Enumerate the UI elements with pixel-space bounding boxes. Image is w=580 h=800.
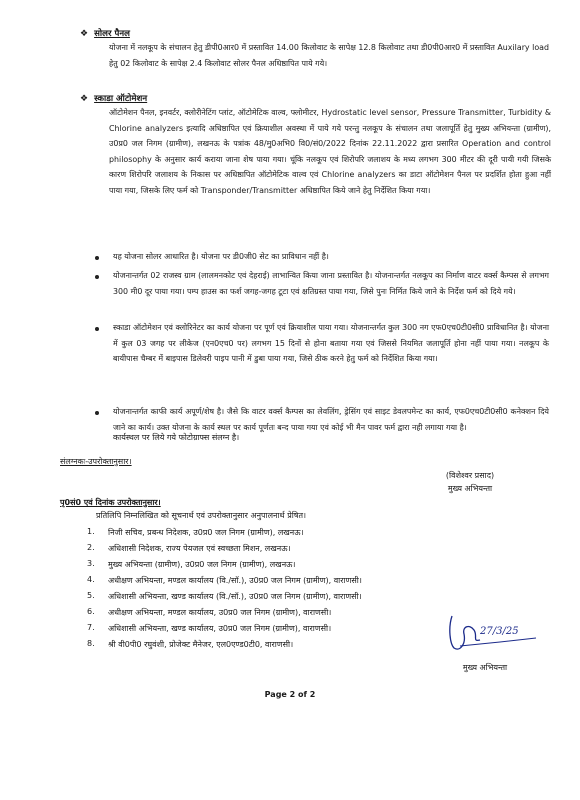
list-item: श्री वी0पी0 रघुवंशी, प्रोजेक्ट मैनेजर, एल0एण्ड0टी0, वाराणसी। [108, 640, 294, 649]
bullet-dot-icon [95, 256, 99, 260]
list-item: अधिशासी अभियन्ता, खण्ड कार्यालय, उ0प्र0 जल निगम (ग्रामीण), वाराणसी। [108, 624, 332, 633]
list-number: 7. [87, 623, 95, 632]
list-number: 4. [87, 575, 95, 584]
list-number: 2. [87, 543, 95, 552]
diamond-bullet-icon: ❖ [80, 94, 89, 104]
list-number: 8. [87, 639, 95, 648]
photo-note: कार्यस्थल पर लिये गये फोटोग्राफ्स संलग्न है। [113, 433, 240, 442]
scada-heading: ❖ स्काडा ऑटोमेशन [80, 94, 148, 104]
signatory-title: मुख्य अभियन्ता [447, 484, 493, 493]
bottom-signatory-title: मुख्य अभियन्ता [462, 663, 508, 672]
bullet-item: योजनान्तर्गत 02 राजस्व ग्राम (लालमनकोट एवं देहराई) लाभान्वित किया जाना प्रस्तावित है। योजनान्तर्गत नलकूप का निर्माण वाटर वर्क्स कैम्पस से लगभग 300 मी0 दूर पाया गया। पम्प हाउस का फर्श जगह-जगह टूटा एवं क्षतिग्रस्त पाया गया, जिसे पुनः निर्मित किये जाने के निर्देश फर्म को दिये गये। [113, 271, 549, 296]
bullet-dot-icon [95, 327, 99, 331]
signature-date: 27/3/25 [480, 626, 519, 637]
list-number: 6. [87, 607, 95, 616]
copy-heading: पृ0सं0 एवं दिनांक उपरोक्तानुसार। [60, 498, 161, 507]
list-number: 3. [87, 559, 95, 568]
handwritten-signature [440, 608, 550, 663]
bullet-dot-icon [95, 411, 99, 415]
bullet-item: स्काडा ऑटोमेशन एवं क्लोरिनेटर का कार्य योजना पर पूर्ण एवं क्रियाशील पाया गया। योजनान्तर्गत कुल 300 नग एफ0एच0टी0सी0 प्राविधानित है। योजना में कुल 03 जगह पर लीकेज (एन0एच0 पर) लगभग 15 दिनों से होना बताया गया एवं जिससे नियमित जलापूर्ति होना नहीं पाया गया। नलकूप के बायीपास चैम्बर में बाइपास डिलेवरी पाइप पानी में डुबा पाया गया, जिसे ठीक करने हेतु फर्म को निर्देशित किया गया। [113, 323, 549, 363]
copy-intro: प्रतिलिपि निम्नलिखित को सूचनार्थ एवं उपरोक्तानुसार अनुपालनार्थ प्रेषित। [96, 511, 307, 520]
list-item: अधीक्षण अभियन्ता, मण्डल कार्यालय (वि./सॉ.), उ0प्र0 जल निगम (ग्रामीण), वाराणसी। [108, 576, 362, 585]
list-number: 1. [87, 527, 95, 536]
list-item: निजी सचिव, प्रबन्ध निदेशक, उ0प्र0 जल निगम (ग्रामीण), लखनऊ। [108, 528, 304, 537]
signatory-name: (विशेश्वर प्रसाद) [445, 471, 495, 480]
scada-paragraph: ऑटोमेशन पैनल, इनवर्टर, क्लोरीनेटिंग प्लांट, ऑटोमेटिक वाल्व, फ्लोमीटर, Hydrostatic level sensor, Pressure Transmitter, Turbidity & Chlorine analyzers इत्यादि अधिष्ठापित एवं क्रियाशील अवस्था में पाये गये परन्तु नलकूप के संचालन तथा जलापूर्ति हेतु मुख्य अभियन्ता (ग्रामीण), उ0प्र0 जल निगम (ग्रामीण), लखनऊ के पत्रांक 48/मु0अभि0 वि0/सं0/2022 दिनांक 22.11.2022 द्वारा प्रसारित Operation and control philosophy के अनुसार कार्य कराया जाना शेष पाया गया। चूंकि नलकूप एवं शिरोपरि जलाशय के मध्य लगभग 300 मीटर की दूरी पायी गयी जिसके कारण शिरोपरि जलाशय के निकास पर अधिष्ठापित ऑटोमेटिक वाल्व एवं Chlorine analyzers का डाटा ऑटोमेशन पैनल पर प्रदर्शित होता हुआ नहीं पाया गया, जिसके लिए फर्म को Transponder/Transmitter अधिष्ठापित किये जाने हेतु निर्देशित किया गया। [109, 108, 551, 195]
list-item: अधिशासी निदेशक, राज्य पेयजल एवं स्वच्छता मिशन, लखनऊ। [108, 544, 291, 553]
page-footer: Page 2 of 2 [264, 690, 316, 699]
diamond-bullet-icon: ❖ [80, 29, 89, 39]
bullet-item: यह योजना सोलर आधारित है। योजना पर डी0जी0 सेट का प्राविधान नहीं है। [113, 252, 329, 261]
list-item: अधिशासी अभियन्ता, खण्ड कार्यालय (वि./सॉ.), उ0प्र0 जल निगम (ग्रामीण), वाराणसी। [108, 592, 362, 601]
list-item: मुख्य अभियन्ता (ग्रामीण), उ0प्र0 जल निगम (ग्रामीण), लखनऊ। [108, 560, 296, 569]
bullet-item: योजनान्तर्गत काफी कार्य अपूर्ण/शेष है। जैसे कि वाटर वर्क्स कैम्पस का लेवलिंग, ड्रेसिंग एवं साइट डेवलपमेन्ट का कार्य, एफ0एच0टी0सी0 कनेक्शन दिये जाने का कार्य। उक्त योजना के कार्य स्थल पर कार्य पूर्णतः बन्द पाया गया एवं कोई भी मैन पावर फर्म द्वारा नही लगाया गया है। [113, 407, 549, 432]
list-number: 5. [87, 591, 95, 600]
bullet-dot-icon [95, 275, 99, 279]
solar-heading: ❖ सोलर पैनल [80, 29, 130, 39]
list-item: अधीक्षण अभियन्ता, मण्डल कार्यालय, उ0प्र0 जल निगम (ग्रामीण), वाराणसी। [108, 608, 332, 617]
enclosure-note: संलग्नकः-उपरोक्तानुसार। [60, 457, 132, 466]
solar-paragraph: योजना में नलकूप के संचालन हेतु डीपी0आर0 में प्रस्तावित 14.00 किलोवाट के सापेक्ष 12.8 किलोवाट तथा डी0पी0आर0 में प्रस्तावित Auxilary load हेतु 02 किलोवाट के सापेक्ष 2.4 किलोवाट सोलर पैनल अधिष्ठापित पाये गये। [109, 43, 549, 68]
